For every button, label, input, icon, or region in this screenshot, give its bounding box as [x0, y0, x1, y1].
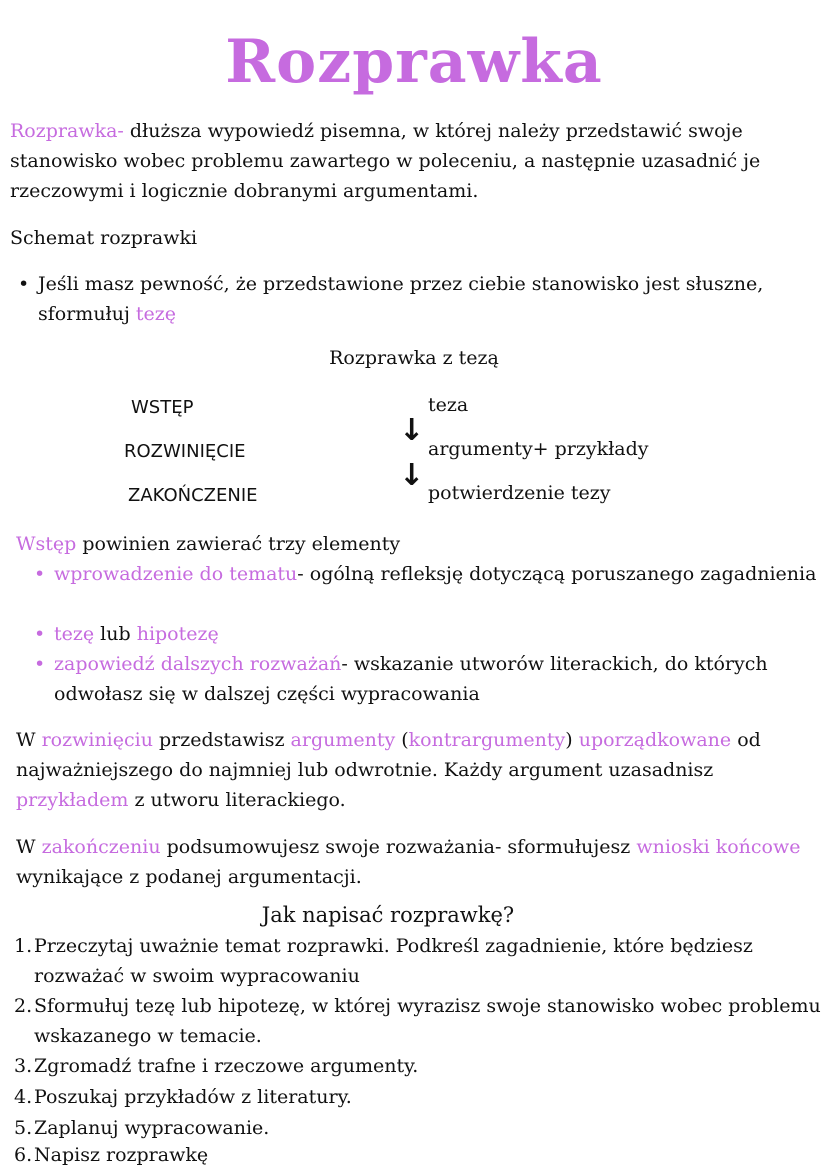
scheme-left-rozwiniecie: ROZWINIĘCIE — [124, 441, 246, 462]
rozw-term-4: uporządkowane — [578, 729, 732, 751]
bullet-icon: • — [34, 623, 46, 645]
step-6 — [14, 1140, 824, 1170]
step-2 — [14, 991, 824, 1051]
zak-text-2: podsumowujesz swoje rozważania- sformułujesz — [160, 836, 637, 858]
wstep-item-1-text — [54, 559, 824, 589]
rozw-term-5: przykładem — [16, 789, 129, 811]
step-3 — [14, 1051, 824, 1081]
rozwiniecie-paragraph — [16, 725, 824, 815]
scheme-right-potwierdzenie: potwierdzenie tezy — [428, 482, 611, 504]
rozw-term-2: argumenty — [290, 729, 396, 751]
wstep-item-2-text — [54, 619, 824, 649]
rozw-text-5: od najważniejszego do najmniej lub odwrotnie. Każdy argument uzasadnisz — [16, 729, 761, 781]
down-arrow-icon: ↓ — [399, 458, 425, 493]
wstep-item-3-body: - wskazanie utworów literackich, do których odwołasz się w dalszej części wypracowania — [54, 653, 768, 705]
wstep-heading — [16, 529, 400, 559]
step-3-number: 3. — [14, 1055, 33, 1077]
rozw-text-2: przedstawisz — [152, 729, 291, 751]
bullet-icon: • — [34, 563, 46, 585]
wstep-term: Wstęp — [16, 533, 77, 555]
scheme-left-zakonczenie: ZAKOŃCZENIE — [128, 485, 258, 506]
zak-text-3: wynikające z podanej argumentacji. — [16, 866, 362, 888]
step-6-text: Napisz rozprawkę — [34, 1144, 209, 1166]
step-5 — [14, 1113, 824, 1143]
step-1-text: Przeczytaj uważnie temat rozprawki. Podkreśl zagadnienie, które będziesz rozważać w swoim wypracowaniu — [34, 935, 753, 987]
scheme-title: Rozprawka z tezą — [329, 347, 499, 369]
wstep-item-3-text — [54, 649, 824, 709]
step-2-text: Sformułuj tezę lub hipotezę, w której wyrazisz swoje stanowisko wobec problemu wskazanego w temacie. — [34, 995, 821, 1047]
page-title: Rozprawka — [225, 27, 603, 97]
step-3-text: Zgromadź trafne i rzeczowe argumenty. — [34, 1055, 419, 1077]
rozw-text-3: ( — [395, 729, 409, 751]
intro-definition: dłuższa wypowiedź pisemna, w której należy przedstawić swoje stanowisko wobec problemu zawartego w poleceniu, a następnie uzasadnić je rzeczowymi i logicznie dobranymi argumentami. — [10, 120, 761, 202]
step-5-number: 5. — [14, 1117, 33, 1139]
wstep-item-1-term: wprowadzenie do tematu — [54, 563, 298, 585]
scheme-right-argumenty: argumenty+ przykłady — [428, 438, 649, 460]
thesis-bullet-term: tezę — [135, 303, 177, 325]
intro-paragraph — [10, 116, 822, 206]
schemat-label: Schemat rozprawki — [10, 227, 198, 249]
wstep-item-2-term: tezę — [54, 623, 95, 645]
zak-text-1: W — [16, 836, 42, 858]
rozw-text-4: ) — [565, 729, 579, 751]
thesis-bullet-body: Jeśli masz pewność, że przedstawione przez ciebie stanowisko jest słuszne, sformułuj — [38, 273, 764, 325]
rozw-term-1: rozwinięciu — [41, 729, 153, 751]
rozw-text-1: W — [16, 729, 42, 751]
rozw-text-6: z utworu literackiego. — [128, 789, 346, 811]
intro-term: Rozprawka- — [10, 120, 124, 142]
step-2-number: 2. — [14, 995, 33, 1017]
step-6-number: 6. — [14, 1144, 33, 1166]
zakonczenie-paragraph — [16, 832, 824, 892]
step-4-text: Poszukaj przykładów z literatury. — [34, 1086, 352, 1108]
wstep-item-3-term: zapowiedź dalszych rozważań — [54, 653, 342, 675]
step-4 — [14, 1082, 824, 1112]
wstep-item-3 — [34, 649, 824, 709]
down-arrow-icon: ↓ — [399, 413, 425, 448]
wstep-item-1-body: - ogólną refleksję dotyczącą poruszanego zagadnienia — [297, 563, 817, 585]
bullet-icon: • — [34, 653, 46, 675]
wstep-item-2-middle: lub — [94, 623, 137, 645]
step-1 — [14, 931, 824, 991]
zak-term-1: zakończeniu — [41, 836, 161, 858]
thesis-bullet — [18, 269, 818, 329]
bullet-icon: • — [18, 273, 30, 295]
step-4-number: 4. — [14, 1086, 33, 1108]
how-to-title: Jak napisać rozprawkę? — [261, 903, 515, 927]
wstep-text: powinien zawierać trzy elementy — [76, 533, 401, 555]
rozw-term-3: kontrargumenty — [408, 729, 566, 751]
thesis-bullet-text — [38, 269, 818, 329]
step-5-text: Zaplanuj wypracowanie. — [34, 1117, 270, 1139]
wstep-item-2 — [34, 619, 824, 649]
wstep-item-1 — [34, 559, 824, 589]
wstep-item-2-term2: hipotezę — [136, 623, 219, 645]
scheme-left-wstep: WSTĘP — [131, 397, 194, 418]
step-1-number: 1. — [14, 935, 33, 957]
scheme-right-teza: teza — [428, 394, 469, 416]
zak-term-2: wnioski końcowe — [636, 836, 801, 858]
